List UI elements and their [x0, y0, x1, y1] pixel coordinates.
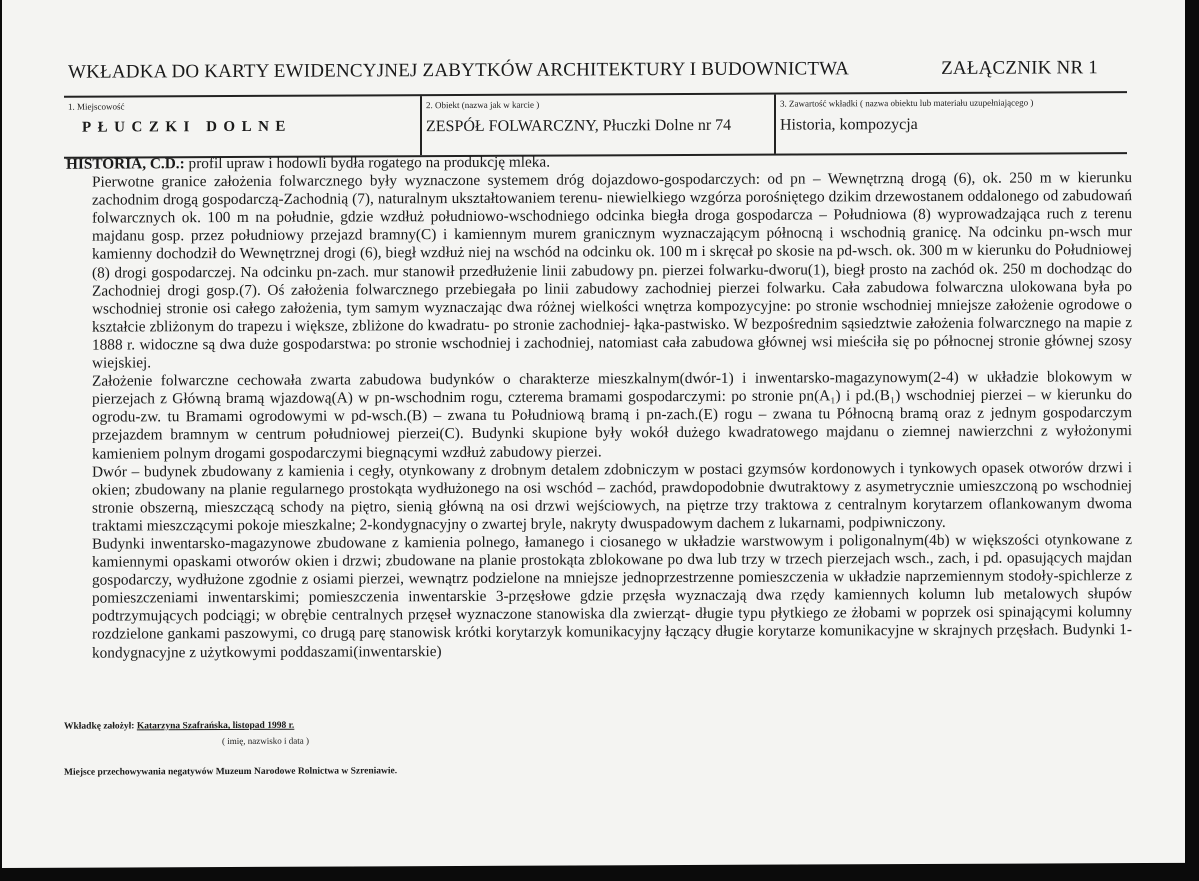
- history-lead-label: HISTORIA, C.D.:: [66, 155, 185, 173]
- founder-value: Katarzyna Szafrańska, listopad 1998 r.: [136, 720, 295, 732]
- field-locality-value: PŁUCZKI DOLNE: [82, 118, 292, 136]
- paragraph-boundaries: Pierwotne granice założenia folwarcznego były wyznaczone systemem dróg dojazdowo-gospodarczych: od pn – Wewnętrzną drogą (6), ok. 250 m w kierunku zachodnim drogą gospodarczą-Zachodnią (7), naturalnym ukształtowaniem terenu- niewielkiego wzgórza porośniętego dzikim drzewostanem oddalonego od zabudowań folwarcznych ok. 100 m na południe, gdzie wzdłuż południowo-wschodniego odcinka biegła droga gospodarcza – Południowa (8) wyprowadzająca ruch z terenu majdanu gosp. przez południowy przejazd bramny(C) i kamiennym murem granicznym wyznaczającym północną i wschodnią granicę. Na odcinku pn-wsch mur kamienny dochodził do Wewnętrznej drogi (6), biegł wzdłuż niej na wschód na odcinku ok. 100 m i skręcał po skosie na pd-wsch. ok. 300 m w kierunku do Południowej (8) drogi gospodarczej. Na odcinku pn-zach. mur stanowił przedłużenie linii zabudowy pn. pierzei folwarku-dworu(1), biegł prosto na zachód ok. 250 m dochodząc do Zachodniej drogi gosp.(7). Oś założenia folwarcznego przebiegała po linii zabudowy zachodniej pierzei folwarku. Cała zabudowa folwarczna ulokowana była po wschodniej stronie osi całego założenia, tym samym wyznaczając dwa różnej wielkości wnętrza kompozycyjne: po stronie wschodniej mniejsze założenie ogrodowe o kształcie zbliżonym do trapezu i większe, zbliżone do kwadratu- po stronie zachodniej- łąka-pastwisko. W bezpośrednim sąsiedztwie założenia folwarcznego na mapie z 1888 r. widoczne są dwa duże gospodarstwa: po stronie wschodniej i zachodniej, natomiast cała zabudowa głównej wsi mieściła się po północnej stronie głównej szosy wiejskiej.: [92, 169, 1132, 372]
- history-lead-text: profil upraw i hodowli bydła rogatego na produkcję mleka.: [184, 153, 551, 173]
- document-title: WKŁADKA DO KARTY EWIDENCYJNEJ ZABYTKÓW ARCHITEKTURY I BUDOWNICTWA: [68, 58, 850, 83]
- negatives-storage-note: Miejsce przechowywania negatywów Muzeum Narodowe Rolnictwa w Szreniawie.: [64, 766, 398, 778]
- field-content: [774, 93, 1129, 154]
- field-object-value: ZESPÓŁ FOLWARCZNY, Płuczki Dolne nr 74: [426, 116, 732, 136]
- field-object-label: 2. Obiekt (nazwa jak w karcie ): [426, 99, 540, 111]
- founder-label: Wkładkę założył:: [64, 721, 137, 732]
- paragraph-farm-buildings: Budynki inwentarsko-magazynowe zbudowane z kamienia polnego, łamanego i ciosanego w układzie warstwowym i poligonalnym(4b) w większości otynkowane z kamiennymi opaskami otworów okien i drzwi; zbudowane na planie prostokąta zblokowane po dwa lub trzy w trzech pierzejach wsch., zach, i pd. opasujących majdan gospodarczy, wydłużone zgodnie z osiami pierzei, wewnątrz podzielone na mniejsze jednoprzestrzenne pomieszczenia w układzie naprzemiennym stodoły-spichlerze z pomieszczeniami inwentarskimi; pomieszczenia inwentarskie 3-przęsłowe gdzie przęsła wyznaczają dwa rzędy kamiennych kolumn lub metalowych słupów podtrzymujących podciągi; w obrębie centralnych przęseł wyznaczone stanowiska dla zwierząt- długie typu płytkiego ze żłobami w poprzek osi spinającymi kolumny rozdzielone gankami paszowymi, co drugą parę stanowisk krótki korytarzyk komunikacyjny łączący długie korytarze komunikacyjne w skrajnych przęsłach. Budynki 1-kondygnacyjne z użytkowymi poddaszami(inwentarskie): [92, 531, 1132, 662]
- document-sheet: [2, 0, 1187, 868]
- founder-line: [64, 721, 294, 732]
- attachment-number: ZAŁĄCZNIK NR 1: [941, 57, 1098, 79]
- history-text: [66, 151, 1132, 662]
- founder-hint: ( imię, nazwisko i data ): [222, 735, 309, 747]
- document-header: [68, 57, 1098, 83]
- paragraph-manor: Dwór – budynek zbudowany z kamienia i cegły, otynkowany z drobnym detalem zdobniczym w postaci gzymsów kordonowych i tynkowych opasek otworów drzwi i okien; zbudowany na planie regularnego prostokąta wydłużonego na osi wschód – zachód, prawdopodobnie dwutraktowy z asymetrycznie umieszczoną po wschodniej stronie obszerną, mieszczącą schody na piętro, sienią główną na osi drzwi wejściowych, na piętrze trzy traktowa z centralnym korytarzem oflankowanym dwoma traktami mieszczącymi pokoje mieszkalne; 2-kondygnacyjny o zwartej bryle, nakryty dwuspadowym dachem z lukarnami, podpiwniczony.: [92, 458, 1132, 535]
- paragraph-layout: Założenie folwarczne cechowała zwarta zabudowa budynków o charakterze mieszkalnym(dwór-1) i inwentarsko-magazynowym(2-4) w układzie blokowym w pierzejach z Główną bramą wjazdową(A) w pn-wschodnim rogu, czterema bramami gospodarczymi: po stronie pn(A₁) i pd.(B₁) wschodniej pierzei – w kierunku do ogrodu-zw. tu Bramami ogrodowymi w pd-wsch.(B) – zwana tu Południową bramą i pn-zach.(E) rogu – zwana tu Północną bramą oraz z jednym gospodarczym przejazdem bramnym w centrum południowej pierzei(C). Budynki skupione były wokół dużego kwadratowego majdanu o ziemnej nawierzchni z wyłożonymi kamieniem polnym drogami gospodarczymi biegnącymi wzdłuż zabudowy pierzei.: [92, 368, 1132, 463]
- field-locality-label: 1. Miejscowość: [68, 101, 125, 112]
- field-object: [420, 95, 776, 156]
- field-locality: [64, 96, 420, 157]
- field-content-value: Historia, kompozycja: [780, 116, 918, 134]
- field-content-label: 3. Zawartość wkładki ( nazwa obiektu lub materiału uzupełniającego ): [780, 97, 1034, 109]
- info-table: [64, 91, 1127, 159]
- scan-border: [1185, 0, 1199, 881]
